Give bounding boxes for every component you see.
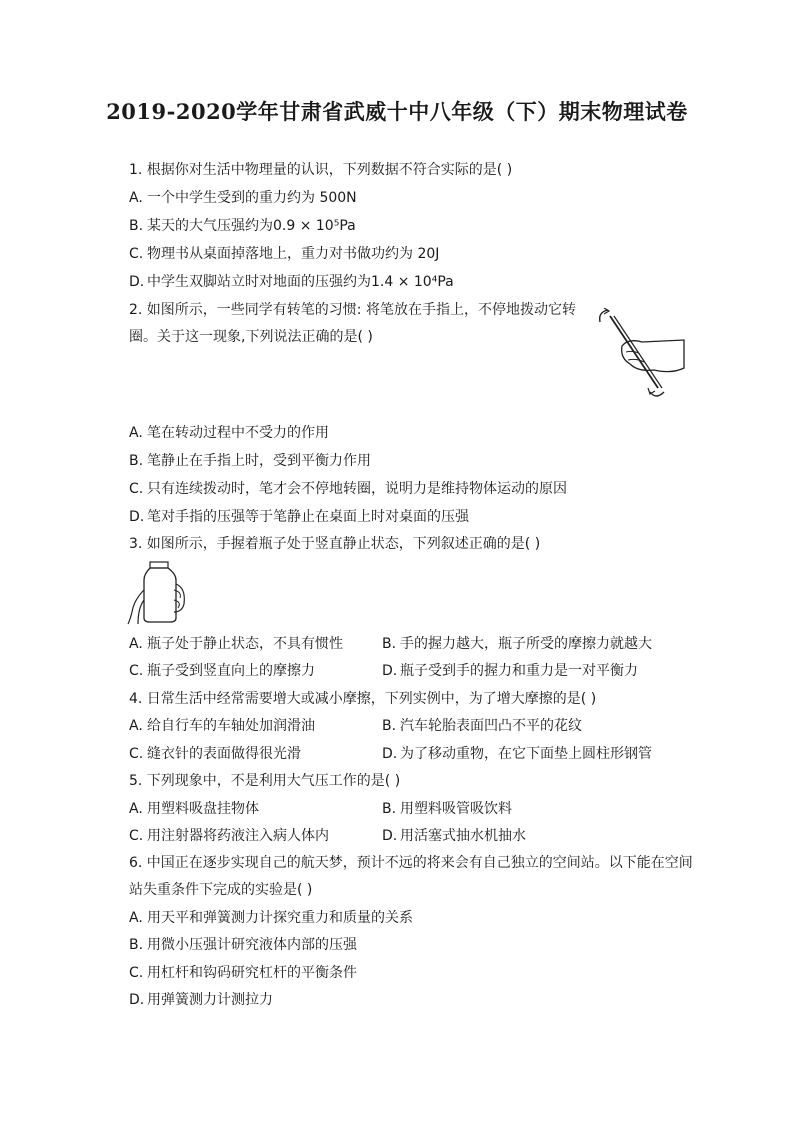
question-3-option-a: A. 瓶子处于静止状态，不具有惯性 <box>129 636 343 652</box>
question-4-option-b: B. 汽车轮胎表面凹凸不平的花纹 <box>382 718 582 734</box>
question-4-stem: 4. 日常生活中经常需要增大或减小摩擦，下列实例中，为了增大摩擦的是( ) <box>129 691 597 707</box>
question-2-option-a: A. 笔在转动过程中不受力的作用 <box>129 425 329 441</box>
question-4-option-c: C. 缝衣针的表面做得很光滑 <box>129 746 301 762</box>
question-4-option-d: D. 为了移动重物，在它下面垫上圆柱形钢管 <box>382 746 652 762</box>
question-3-option-d: D. 瓶子受到手的握力和重力是一对平衡力 <box>382 663 638 679</box>
question-5-stem: 5. 下列现象中，不是利用大气压工作的是( ) <box>129 773 401 789</box>
question-6-stem-line-2: 站失重条件下完成的实验是( ) <box>129 882 313 898</box>
question-1-option-b: B. 某天的大气压强约为0.9 × 10⁵Pa <box>129 218 356 234</box>
question-2-stem-line-2: 圈。关于这一现象,下列说法正确的是( ) <box>129 329 373 345</box>
question-6-option-c: C. 用杠杆和钩码研究杠杆的平衡条件 <box>129 965 357 981</box>
question-6-option-b: B. 用微小压强计研究液体内部的压强 <box>129 937 357 953</box>
question-6-option-d: D. 用弹簧测力计测拉力 <box>129 992 273 1008</box>
question-5-option-c: C. 用注射器将药液注入病人体内 <box>129 828 329 844</box>
question-2-stem-line-1: 2. 如图所示，一些同学有转笔的习惯: 将笔放在手指上，不停地拨动它转 <box>129 302 576 318</box>
question-3-option-b: B. 手的握力越大，瓶子所受的摩擦力就越大 <box>382 636 652 652</box>
question-5-option-a: A. 用塑料吸盘挂物体 <box>129 801 259 817</box>
question-2-option-b: B. 笔静止在手指上时，受到平衡力作用 <box>129 453 371 469</box>
question-6-stem-line-1: 6. 中国正在逐步实现自己的航天梦，预计不远的将来会有自己独立的空间站。以下能在空间 <box>129 855 693 871</box>
question-1-option-a: A. 一个中学生受到的重力约为 500N <box>129 190 357 206</box>
question-5-option-b: B. 用塑料吸管吸饮料 <box>382 801 512 817</box>
page-title: 2019-2020学年甘肃省武威十中八年级（下）期末物理试卷 <box>106 99 688 124</box>
question-4-option-a: A. 给自行车的车轴处加润滑油 <box>129 718 315 734</box>
question-3-option-c: C. 瓶子受到竖直向上的摩擦力 <box>129 663 315 679</box>
question-6-option-a: A. 用天平和弹簧测力计探究重力和质量的关系 <box>129 910 413 926</box>
question-2-option-d: D. 笔对手指的压强等于笔静止在桌面上时对桌面的压强 <box>129 509 469 525</box>
hand-holding-bottle-figure <box>126 560 188 626</box>
question-1-option-c: C. 物理书从桌面掉落地上，重力对书做功约为 20J <box>129 246 440 262</box>
question-1-option-d: D. 中学生双脚站立时对地面的压强约为1.4 × 10⁴Pa <box>129 274 454 290</box>
question-1-stem: 1. 根据你对生活中物理量的认识，下列数据不符合实际的是( ) <box>129 162 513 178</box>
question-2-option-c: C. 只有连续拨动时，笔才会不停地转圈，说明力是维持物体运动的原因 <box>129 481 567 497</box>
question-3-stem: 3. 如图所示，手握着瓶子处于竖直静止状态，下列叙述正确的是( ) <box>129 536 541 552</box>
pen-spinning-hand-figure <box>592 308 692 400</box>
question-5-option-d: D. 用活塞式抽水机抽水 <box>382 828 526 844</box>
